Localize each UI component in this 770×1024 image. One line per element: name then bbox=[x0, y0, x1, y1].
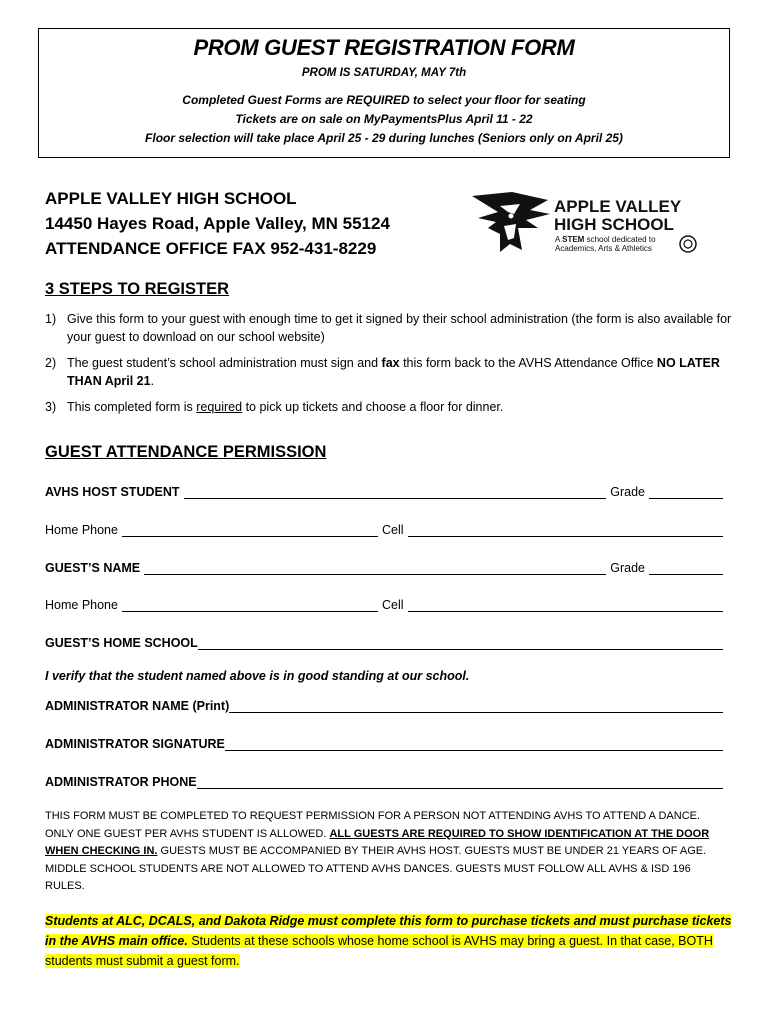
eagle-icon bbox=[472, 192, 550, 252]
steps-list bbox=[45, 310, 745, 424]
host-phone-row bbox=[45, 519, 723, 537]
step-number: 2) bbox=[45, 356, 57, 370]
logo-tagline: A STEM school dedicated to bbox=[555, 235, 656, 244]
step-text: The guest student’s school administration must sign and fax this form back to the AVHS Attendance Office NO LATER THAN April 21. bbox=[67, 356, 720, 388]
isd-seal-icon bbox=[680, 236, 696, 252]
school-fax: ATTENDANCE OFFICE FAX 952-431-8229 bbox=[45, 239, 377, 258]
host-grade-field[interactable] bbox=[649, 484, 723, 499]
guest-school-field[interactable] bbox=[198, 635, 723, 650]
admin-signature-field[interactable] bbox=[225, 736, 723, 751]
alternative-schools-note bbox=[45, 911, 735, 971]
guest-cell-field[interactable] bbox=[408, 597, 723, 612]
rules-notice: THIS FORM MUST BE COMPLETED TO REQUEST PERMISSION FOR A PERSON NOT ATTENDING AVHS TO ATTEND A DANCE. ONLY ONE GUEST PER AVHS STUDENT IS ALLOWED. ALL GUESTS ARE REQUIRED TO SHOW IDENTIFICATION AT THE DOOR WHEN CHECKING IN. GUESTS MUST BE ACCOMPANIED BY THEIR AVHS HOST. GUESTS MUST BE UNDER 21 YEARS OF AGE. MIDDLE SCHOOL STUDENTS ARE NOT ALLOWED TO ATTEND AVHS DANCES. GUESTS MUST FOLLOW ALL AVHS & ISD 196 RULES. bbox=[45, 810, 710, 892]
school-address: 14450 Hayes Road, Apple Valley, MN 55124 bbox=[45, 214, 390, 233]
admin-name-label: ADMINISTRATOR NAME (Print) bbox=[45, 699, 230, 713]
guest-name-field[interactable] bbox=[144, 560, 606, 575]
host-cell-field[interactable] bbox=[408, 522, 723, 537]
logo-line2: HIGH SCHOOL bbox=[554, 215, 674, 234]
admin-name-field[interactable] bbox=[229, 698, 723, 713]
header-note-floor: Floor selection will take place April 25 - 29 during lunches (Seniors only on April 25) bbox=[145, 131, 623, 145]
host-student-field[interactable] bbox=[184, 484, 607, 499]
admin-signature-row bbox=[45, 733, 723, 751]
guest-grade-label: Grade bbox=[610, 561, 645, 575]
header-note-required: Completed Guest Forms are REQUIRED to select your floor for seating bbox=[182, 93, 586, 107]
admin-signature-label: ADMINISTRATOR SIGNATURE bbox=[45, 737, 225, 751]
guest-grade-field[interactable] bbox=[649, 560, 723, 575]
school-info bbox=[45, 186, 390, 261]
step-number: 3) bbox=[45, 400, 57, 414]
step-text: This completed form is required to pick up tickets and choose a floor for dinner. bbox=[67, 400, 504, 414]
guest-school-row bbox=[45, 632, 723, 650]
step-number: 1) bbox=[45, 312, 57, 326]
host-student-label: AVHS HOST STUDENT bbox=[45, 485, 180, 499]
admin-phone-row bbox=[45, 771, 723, 789]
host-grade-label: Grade bbox=[610, 485, 645, 499]
step-text: Give this form to your guest with enough time to get it signed by their school administration (the form is also available for your guest to download on our school website) bbox=[67, 312, 732, 344]
admin-phone-label: ADMINISTRATOR PHONE bbox=[45, 775, 197, 789]
guest-cell-label: Cell bbox=[381, 598, 404, 612]
header-notes bbox=[39, 91, 729, 148]
step-2 bbox=[45, 354, 745, 390]
prom-date: PROM IS SATURDAY, MAY 7th bbox=[301, 67, 467, 79]
step-3 bbox=[45, 398, 745, 416]
guest-home-phone-field[interactable] bbox=[122, 597, 378, 612]
id-requirement: ALL GUESTS ARE REQUIRED TO SHOW IDENTIFICATION AT THE DOOR WHEN CHECKING IN. bbox=[45, 827, 710, 857]
alternative-schools-bold: Students at ALC, DCALS, and Dakota Ridge must complete this form to purchase tickets and must purchase tickets in the AVHS main office. bbox=[45, 914, 732, 948]
school-logo bbox=[470, 188, 705, 258]
guest-school-label: GUEST’S HOME SCHOOL bbox=[45, 636, 198, 650]
guest-name-label: GUEST’S NAME bbox=[45, 561, 141, 575]
admin-name-row bbox=[45, 695, 723, 713]
host-home-phone-field[interactable] bbox=[122, 522, 378, 537]
logo-tagline-2: Academics, Arts & Athletics bbox=[555, 244, 652, 253]
admin-phone-field[interactable] bbox=[197, 774, 723, 789]
guest-home-phone-label: Home Phone bbox=[45, 598, 118, 612]
guest-name-row bbox=[45, 557, 723, 575]
steps-title: 3 STEPS TO REGISTER bbox=[45, 280, 229, 298]
logo-line1: APPLE VALLEY bbox=[554, 197, 682, 216]
step-1 bbox=[45, 310, 745, 346]
form-title: PROM GUEST REGISTRATION FORM bbox=[193, 35, 575, 60]
alternative-schools-rest: Students at these schools whose home school is AVHS may bring a guest. In that case, BOTH students must submit a guest form. bbox=[45, 934, 713, 968]
header-note-tickets: Tickets are on sale on MyPaymentsPlus April 11 - 22 bbox=[235, 112, 533, 126]
permission-title: GUEST ATTENDANCE PERMISSION bbox=[45, 443, 327, 461]
header-box bbox=[38, 28, 730, 158]
school-name: APPLE VALLEY HIGH SCHOOL bbox=[45, 189, 297, 208]
host-home-phone-label: Home Phone bbox=[45, 523, 118, 537]
host-student-row bbox=[45, 481, 723, 499]
verify-statement: I verify that the student named above is in good standing at our school. bbox=[45, 669, 470, 683]
host-cell-label: Cell bbox=[381, 523, 404, 537]
guest-phone-row bbox=[45, 594, 723, 612]
